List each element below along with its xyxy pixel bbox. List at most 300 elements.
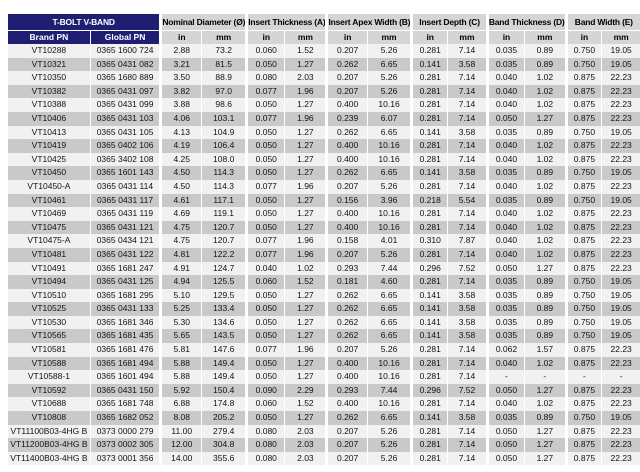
value-cell: 7.14 bbox=[447, 153, 486, 167]
brand-pn-cell: VT10450-A bbox=[8, 180, 90, 194]
value-cell: 1.02 bbox=[524, 357, 564, 371]
value-cell: 0.89 bbox=[524, 411, 564, 425]
value-cell: 0.400 bbox=[325, 370, 366, 384]
value-cell: 0.875 bbox=[565, 234, 602, 248]
value-cell: 11.00 bbox=[159, 425, 201, 439]
global-pn-cell: 0373 0000 279 bbox=[90, 425, 160, 439]
value-cell: 3.58 bbox=[447, 126, 486, 140]
value-cell: 1.96 bbox=[284, 85, 325, 99]
global-pn-cell: 0373 0002 305 bbox=[90, 438, 160, 452]
value-cell: 0.035 bbox=[486, 194, 524, 208]
value-cell: 7.14 bbox=[447, 248, 486, 262]
value-cell: 1.27 bbox=[284, 58, 325, 72]
table-row bbox=[8, 180, 640, 194]
value-cell: 0.050 bbox=[486, 262, 524, 276]
global-pn-cell: 0365 0431 103 bbox=[90, 112, 160, 126]
value-cell: 7.14 bbox=[447, 207, 486, 221]
global-pn-cell: 0365 0431 119 bbox=[90, 207, 160, 221]
value-cell: 0.875 bbox=[565, 112, 602, 126]
value-cell: 120.7 bbox=[201, 234, 245, 248]
value-cell: 22.23 bbox=[601, 438, 640, 452]
value-cell: 1.27 bbox=[524, 384, 564, 398]
table-row bbox=[8, 139, 640, 153]
value-cell: 1.02 bbox=[524, 221, 564, 235]
value-cell: 0.239 bbox=[325, 112, 366, 126]
value-cell: 0.035 bbox=[486, 411, 524, 425]
table-row bbox=[8, 112, 640, 126]
value-cell: 0.050 bbox=[245, 370, 284, 384]
group-header-row bbox=[8, 14, 640, 30]
value-cell: 355.6 bbox=[201, 452, 245, 466]
value-cell: 1.96 bbox=[284, 248, 325, 262]
col-header-global-pn: Global PN bbox=[90, 30, 160, 44]
value-cell: 0.875 bbox=[565, 71, 602, 85]
value-cell: 0.141 bbox=[410, 166, 447, 180]
value-cell: 0.875 bbox=[565, 207, 602, 221]
value-cell: 0.207 bbox=[325, 71, 366, 85]
table-row bbox=[8, 71, 640, 85]
value-cell: 0.400 bbox=[325, 207, 366, 221]
brand-pn-cell: VT10688 bbox=[8, 397, 90, 411]
global-pn-cell: 0365 1601 143 bbox=[90, 166, 160, 180]
value-cell: 0.875 bbox=[565, 98, 602, 112]
value-cell: 205.2 bbox=[201, 411, 245, 425]
value-cell: 22.23 bbox=[601, 207, 640, 221]
value-cell: 1.27 bbox=[284, 329, 325, 343]
value-cell: 0.141 bbox=[410, 329, 447, 343]
value-cell: 1.96 bbox=[284, 180, 325, 194]
value-cell: 0.296 bbox=[410, 262, 447, 276]
value-cell: 0.400 bbox=[325, 357, 366, 371]
value-cell: 7.14 bbox=[447, 71, 486, 85]
value-cell: 6.88 bbox=[159, 397, 201, 411]
value-cell: 4.19 bbox=[159, 139, 201, 153]
value-cell: 12.00 bbox=[159, 438, 201, 452]
value-cell: 6.65 bbox=[367, 316, 411, 330]
value-cell: 174.8 bbox=[201, 397, 245, 411]
value-cell: 1.02 bbox=[524, 85, 564, 99]
value-cell: 3.58 bbox=[447, 58, 486, 72]
value-cell: 0.281 bbox=[410, 438, 447, 452]
global-pn-cell: 0373 0001 356 bbox=[90, 452, 160, 466]
value-cell: 304.8 bbox=[201, 438, 245, 452]
value-cell: 125.5 bbox=[201, 275, 245, 289]
value-cell: 0.035 bbox=[486, 44, 524, 58]
value-cell: - bbox=[565, 370, 602, 384]
value-cell: 19.05 bbox=[601, 126, 640, 140]
col-header-mm: mm bbox=[201, 30, 245, 44]
value-cell: 0.293 bbox=[325, 384, 366, 398]
value-cell: 0.207 bbox=[325, 248, 366, 262]
table-row bbox=[8, 343, 640, 357]
value-cell: 0.750 bbox=[565, 316, 602, 330]
value-cell: 7.14 bbox=[447, 425, 486, 439]
value-cell: 7.87 bbox=[447, 234, 486, 248]
global-pn-cell: 0365 0431 105 bbox=[90, 126, 160, 140]
value-cell: - bbox=[601, 370, 640, 384]
value-cell: 149.4 bbox=[201, 370, 245, 384]
col-header-mm: mm bbox=[524, 30, 564, 44]
value-cell: 0.89 bbox=[524, 275, 564, 289]
brand-pn-cell: VT10808 bbox=[8, 411, 90, 425]
value-cell: 5.81 bbox=[159, 343, 201, 357]
value-cell: 0.750 bbox=[565, 289, 602, 303]
value-cell: 0.875 bbox=[565, 343, 602, 357]
value-cell: 0.875 bbox=[565, 221, 602, 235]
value-cell: 7.14 bbox=[447, 452, 486, 466]
value-cell: 0.040 bbox=[486, 153, 524, 167]
value-cell: 7.14 bbox=[447, 357, 486, 371]
value-cell: 0.050 bbox=[245, 329, 284, 343]
value-cell: 149.4 bbox=[201, 357, 245, 371]
value-cell: 10.16 bbox=[367, 357, 411, 371]
value-cell: 19.05 bbox=[601, 166, 640, 180]
value-cell: 0.750 bbox=[565, 126, 602, 140]
table-header bbox=[8, 14, 640, 44]
table-row bbox=[8, 207, 640, 221]
value-cell: 1.27 bbox=[284, 411, 325, 425]
value-cell: 0.750 bbox=[565, 329, 602, 343]
value-cell: 19.05 bbox=[601, 44, 640, 58]
value-cell: 7.14 bbox=[447, 85, 486, 99]
value-cell: 1.02 bbox=[524, 207, 564, 221]
value-cell: 1.02 bbox=[524, 248, 564, 262]
col-header-mm: mm bbox=[601, 30, 640, 44]
value-cell: 122.2 bbox=[201, 248, 245, 262]
value-cell: 22.23 bbox=[601, 397, 640, 411]
table-row bbox=[8, 234, 640, 248]
value-cell: 0.060 bbox=[245, 397, 284, 411]
value-cell: 0.281 bbox=[410, 153, 447, 167]
value-cell: 0.207 bbox=[325, 425, 366, 439]
tbolt-vband-spec-table bbox=[8, 14, 640, 465]
value-cell: 19.05 bbox=[601, 194, 640, 208]
table-row bbox=[8, 316, 640, 330]
value-cell: 0.875 bbox=[565, 425, 602, 439]
value-cell: 0.875 bbox=[565, 397, 602, 411]
value-cell: 22.23 bbox=[601, 425, 640, 439]
value-cell: 7.14 bbox=[447, 343, 486, 357]
value-cell: 4.25 bbox=[159, 153, 201, 167]
brand-pn-cell: VT10565 bbox=[8, 329, 90, 343]
value-cell: 0.207 bbox=[325, 438, 366, 452]
value-cell: 114.3 bbox=[201, 180, 245, 194]
value-cell: 0.035 bbox=[486, 302, 524, 316]
value-cell: 88.9 bbox=[201, 71, 245, 85]
value-cell: 1.27 bbox=[284, 316, 325, 330]
value-cell: 0.400 bbox=[325, 139, 366, 153]
value-cell: 0.040 bbox=[486, 180, 524, 194]
value-cell: 120.7 bbox=[201, 221, 245, 235]
value-cell: 7.14 bbox=[447, 139, 486, 153]
value-cell: 0.077 bbox=[245, 180, 284, 194]
brand-pn-cell: VT11100B03-4HG B bbox=[8, 425, 90, 439]
value-cell: 2.03 bbox=[284, 425, 325, 439]
brand-pn-cell: VT10413 bbox=[8, 126, 90, 140]
value-cell: 4.61 bbox=[159, 194, 201, 208]
table-row bbox=[8, 370, 640, 384]
global-pn-cell: 0365 0431 150 bbox=[90, 384, 160, 398]
global-pn-cell: 0365 1681 247 bbox=[90, 262, 160, 276]
value-cell: 0.035 bbox=[486, 289, 524, 303]
value-cell: 106.4 bbox=[201, 139, 245, 153]
value-cell: 0.875 bbox=[565, 180, 602, 194]
value-cell: 114.3 bbox=[201, 166, 245, 180]
value-cell: 22.23 bbox=[601, 357, 640, 371]
value-cell: 10.16 bbox=[367, 221, 411, 235]
value-cell: 0.035 bbox=[486, 275, 524, 289]
value-cell: 0.050 bbox=[245, 357, 284, 371]
brand-pn-cell: VT10388 bbox=[8, 98, 90, 112]
value-cell: 0.293 bbox=[325, 262, 366, 276]
value-cell: 6.65 bbox=[367, 329, 411, 343]
value-cell: 0.050 bbox=[245, 166, 284, 180]
value-cell: 7.14 bbox=[447, 275, 486, 289]
value-cell: 4.13 bbox=[159, 126, 201, 140]
value-cell: 0.89 bbox=[524, 126, 564, 140]
value-cell: 10.16 bbox=[367, 397, 411, 411]
value-cell: 7.14 bbox=[447, 370, 486, 384]
table-row bbox=[8, 44, 640, 58]
value-cell: 1.02 bbox=[524, 71, 564, 85]
global-pn-cell: 0365 0431 114 bbox=[90, 180, 160, 194]
value-cell: 97.0 bbox=[201, 85, 245, 99]
value-cell: 0.080 bbox=[245, 425, 284, 439]
value-cell: 0.050 bbox=[245, 194, 284, 208]
col-header-in: in bbox=[245, 30, 284, 44]
col-header-mm: mm bbox=[447, 30, 486, 44]
value-cell: 0.207 bbox=[325, 85, 366, 99]
value-cell: 0.281 bbox=[410, 221, 447, 235]
value-cell: 0.050 bbox=[486, 384, 524, 398]
value-cell: 0.077 bbox=[245, 85, 284, 99]
value-cell: 0.281 bbox=[410, 139, 447, 153]
value-cell: 134.6 bbox=[201, 316, 245, 330]
group-header-insert-depth: Insert Depth (C) bbox=[410, 14, 486, 30]
value-cell: 2.03 bbox=[284, 71, 325, 85]
global-pn-cell: 0365 0434 121 bbox=[90, 234, 160, 248]
value-cell: 0.062 bbox=[486, 343, 524, 357]
value-cell: 1.27 bbox=[524, 425, 564, 439]
value-cell: 1.02 bbox=[524, 139, 564, 153]
value-cell: 1.27 bbox=[284, 370, 325, 384]
brand-pn-cell: VT11400B03-4HG B bbox=[8, 452, 90, 466]
global-pn-cell: 0365 1681 494 bbox=[90, 357, 160, 371]
table-row bbox=[8, 411, 640, 425]
global-pn-cell: 0365 0431 097 bbox=[90, 85, 160, 99]
global-pn-cell: 0365 0431 125 bbox=[90, 275, 160, 289]
value-cell: 0.050 bbox=[486, 112, 524, 126]
value-cell: 22.23 bbox=[601, 112, 640, 126]
value-cell: 7.14 bbox=[447, 438, 486, 452]
value-cell: 0.750 bbox=[565, 194, 602, 208]
value-cell: 6.65 bbox=[367, 289, 411, 303]
value-cell: 5.10 bbox=[159, 289, 201, 303]
value-cell: 0.050 bbox=[245, 289, 284, 303]
value-cell: 1.02 bbox=[524, 98, 564, 112]
value-cell: 0.281 bbox=[410, 71, 447, 85]
table-row bbox=[8, 329, 640, 343]
brand-pn-cell: VT10288 bbox=[8, 44, 90, 58]
value-cell: 1.27 bbox=[524, 438, 564, 452]
value-cell: 19.05 bbox=[601, 289, 640, 303]
value-cell: 19.05 bbox=[601, 329, 640, 343]
value-cell: 0.050 bbox=[245, 302, 284, 316]
value-cell: 0.050 bbox=[245, 126, 284, 140]
value-cell: 0.875 bbox=[565, 384, 602, 398]
value-cell: 0.040 bbox=[486, 98, 524, 112]
value-cell: 1.27 bbox=[284, 166, 325, 180]
value-cell: 0.050 bbox=[245, 153, 284, 167]
value-cell: 6.65 bbox=[367, 302, 411, 316]
value-cell: 0.281 bbox=[410, 452, 447, 466]
value-cell: 0.077 bbox=[245, 112, 284, 126]
value-cell: 3.21 bbox=[159, 58, 201, 72]
value-cell: 0.875 bbox=[565, 357, 602, 371]
brand-pn-cell: VT10475-A bbox=[8, 234, 90, 248]
brand-pn-cell: VT10510 bbox=[8, 289, 90, 303]
value-cell: - bbox=[486, 370, 524, 384]
value-cell: 0.040 bbox=[486, 234, 524, 248]
value-cell: 0.89 bbox=[524, 289, 564, 303]
value-cell: 22.23 bbox=[601, 85, 640, 99]
value-cell: 10.16 bbox=[367, 370, 411, 384]
value-cell: 6.65 bbox=[367, 126, 411, 140]
value-cell: 0.156 bbox=[325, 194, 366, 208]
table-row bbox=[8, 452, 640, 466]
value-cell: 0.060 bbox=[245, 275, 284, 289]
value-cell: 4.91 bbox=[159, 262, 201, 276]
group-header-insert-thickness: Insert Thickness (A) bbox=[245, 14, 325, 30]
table-row bbox=[8, 58, 640, 72]
value-cell: 0.262 bbox=[325, 166, 366, 180]
col-header-in: in bbox=[565, 30, 602, 44]
value-cell: 3.50 bbox=[159, 71, 201, 85]
table-row bbox=[8, 289, 640, 303]
value-cell: 0.281 bbox=[410, 180, 447, 194]
brand-pn-cell: VT10491 bbox=[8, 262, 90, 276]
value-cell: 0.281 bbox=[410, 275, 447, 289]
table-row bbox=[8, 397, 640, 411]
value-cell: 0.040 bbox=[486, 139, 524, 153]
value-cell: 22.23 bbox=[601, 343, 640, 357]
table-body bbox=[8, 44, 640, 465]
value-cell: 4.75 bbox=[159, 221, 201, 235]
value-cell: 4.01 bbox=[367, 234, 411, 248]
value-cell: 1.27 bbox=[284, 126, 325, 140]
value-cell: 0.035 bbox=[486, 58, 524, 72]
value-cell: 2.29 bbox=[284, 384, 325, 398]
value-cell: 5.26 bbox=[367, 85, 411, 99]
brand-pn-cell: VT10425 bbox=[8, 153, 90, 167]
value-cell: 147.6 bbox=[201, 343, 245, 357]
value-cell: 119.1 bbox=[201, 207, 245, 221]
global-pn-cell: 0365 1681 435 bbox=[90, 329, 160, 343]
brand-pn-cell: VT10530 bbox=[8, 316, 90, 330]
global-pn-cell: 0365 1682 052 bbox=[90, 411, 160, 425]
value-cell: 0.281 bbox=[410, 98, 447, 112]
value-cell: 1.96 bbox=[284, 112, 325, 126]
global-pn-cell: 0365 1681 295 bbox=[90, 289, 160, 303]
value-cell: 0.262 bbox=[325, 329, 366, 343]
global-pn-cell: 0365 3402 108 bbox=[90, 153, 160, 167]
global-pn-cell: 0365 1680 889 bbox=[90, 71, 160, 85]
table-title: T-BOLT V-BAND bbox=[8, 14, 159, 30]
table-row bbox=[8, 262, 640, 276]
value-cell: 22.23 bbox=[601, 153, 640, 167]
value-cell: 0.050 bbox=[486, 452, 524, 466]
brand-pn-cell: VT10581 bbox=[8, 343, 90, 357]
value-cell: 0.875 bbox=[565, 248, 602, 262]
value-cell: 1.27 bbox=[284, 221, 325, 235]
catalog-page bbox=[8, 14, 640, 465]
group-header-band-width: Band Width (E) bbox=[565, 14, 640, 30]
value-cell: 0.262 bbox=[325, 58, 366, 72]
value-cell: 22.23 bbox=[601, 384, 640, 398]
table-row bbox=[8, 194, 640, 208]
value-cell: 4.81 bbox=[159, 248, 201, 262]
value-cell: 0.400 bbox=[325, 98, 366, 112]
value-cell: 1.02 bbox=[284, 262, 325, 276]
sub-header-row bbox=[8, 30, 640, 44]
value-cell: 150.4 bbox=[201, 384, 245, 398]
value-cell: 19.05 bbox=[601, 58, 640, 72]
value-cell: 19.05 bbox=[601, 275, 640, 289]
value-cell: 0.040 bbox=[486, 357, 524, 371]
value-cell: 0.281 bbox=[410, 357, 447, 371]
brand-pn-cell: VT10382 bbox=[8, 85, 90, 99]
global-pn-cell: 0365 1681 346 bbox=[90, 316, 160, 330]
value-cell: 7.14 bbox=[447, 221, 486, 235]
value-cell: 0.207 bbox=[325, 343, 366, 357]
value-cell: 0.281 bbox=[410, 248, 447, 262]
value-cell: 8.08 bbox=[159, 411, 201, 425]
value-cell: 0.875 bbox=[565, 153, 602, 167]
table-row bbox=[8, 425, 640, 439]
value-cell: 3.96 bbox=[367, 194, 411, 208]
value-cell: 0.281 bbox=[410, 44, 447, 58]
brand-pn-cell: VT10481 bbox=[8, 248, 90, 262]
value-cell: 0.875 bbox=[565, 85, 602, 99]
value-cell: 0.218 bbox=[410, 194, 447, 208]
value-cell: 0.296 bbox=[410, 384, 447, 398]
value-cell: 0.080 bbox=[245, 71, 284, 85]
value-cell: 7.14 bbox=[447, 44, 486, 58]
value-cell: 0.281 bbox=[410, 207, 447, 221]
value-cell: 117.1 bbox=[201, 194, 245, 208]
value-cell: 0.89 bbox=[524, 166, 564, 180]
table-row bbox=[8, 126, 640, 140]
value-cell: 19.05 bbox=[601, 302, 640, 316]
value-cell: 1.27 bbox=[284, 302, 325, 316]
value-cell: 5.88 bbox=[159, 370, 201, 384]
value-cell: 3.58 bbox=[447, 302, 486, 316]
value-cell: - bbox=[524, 370, 564, 384]
value-cell: 6.07 bbox=[367, 112, 411, 126]
value-cell: 0.050 bbox=[245, 221, 284, 235]
value-cell: 0.077 bbox=[245, 248, 284, 262]
value-cell: 0.281 bbox=[410, 85, 447, 99]
value-cell: 1.02 bbox=[524, 180, 564, 194]
value-cell: 0.750 bbox=[565, 411, 602, 425]
value-cell: 7.14 bbox=[447, 98, 486, 112]
value-cell: 0.750 bbox=[565, 44, 602, 58]
value-cell: 0.050 bbox=[486, 425, 524, 439]
value-cell: 1.52 bbox=[284, 275, 325, 289]
value-cell: 1.27 bbox=[284, 153, 325, 167]
value-cell: 0.262 bbox=[325, 126, 366, 140]
brand-pn-cell: VT10350 bbox=[8, 71, 90, 85]
